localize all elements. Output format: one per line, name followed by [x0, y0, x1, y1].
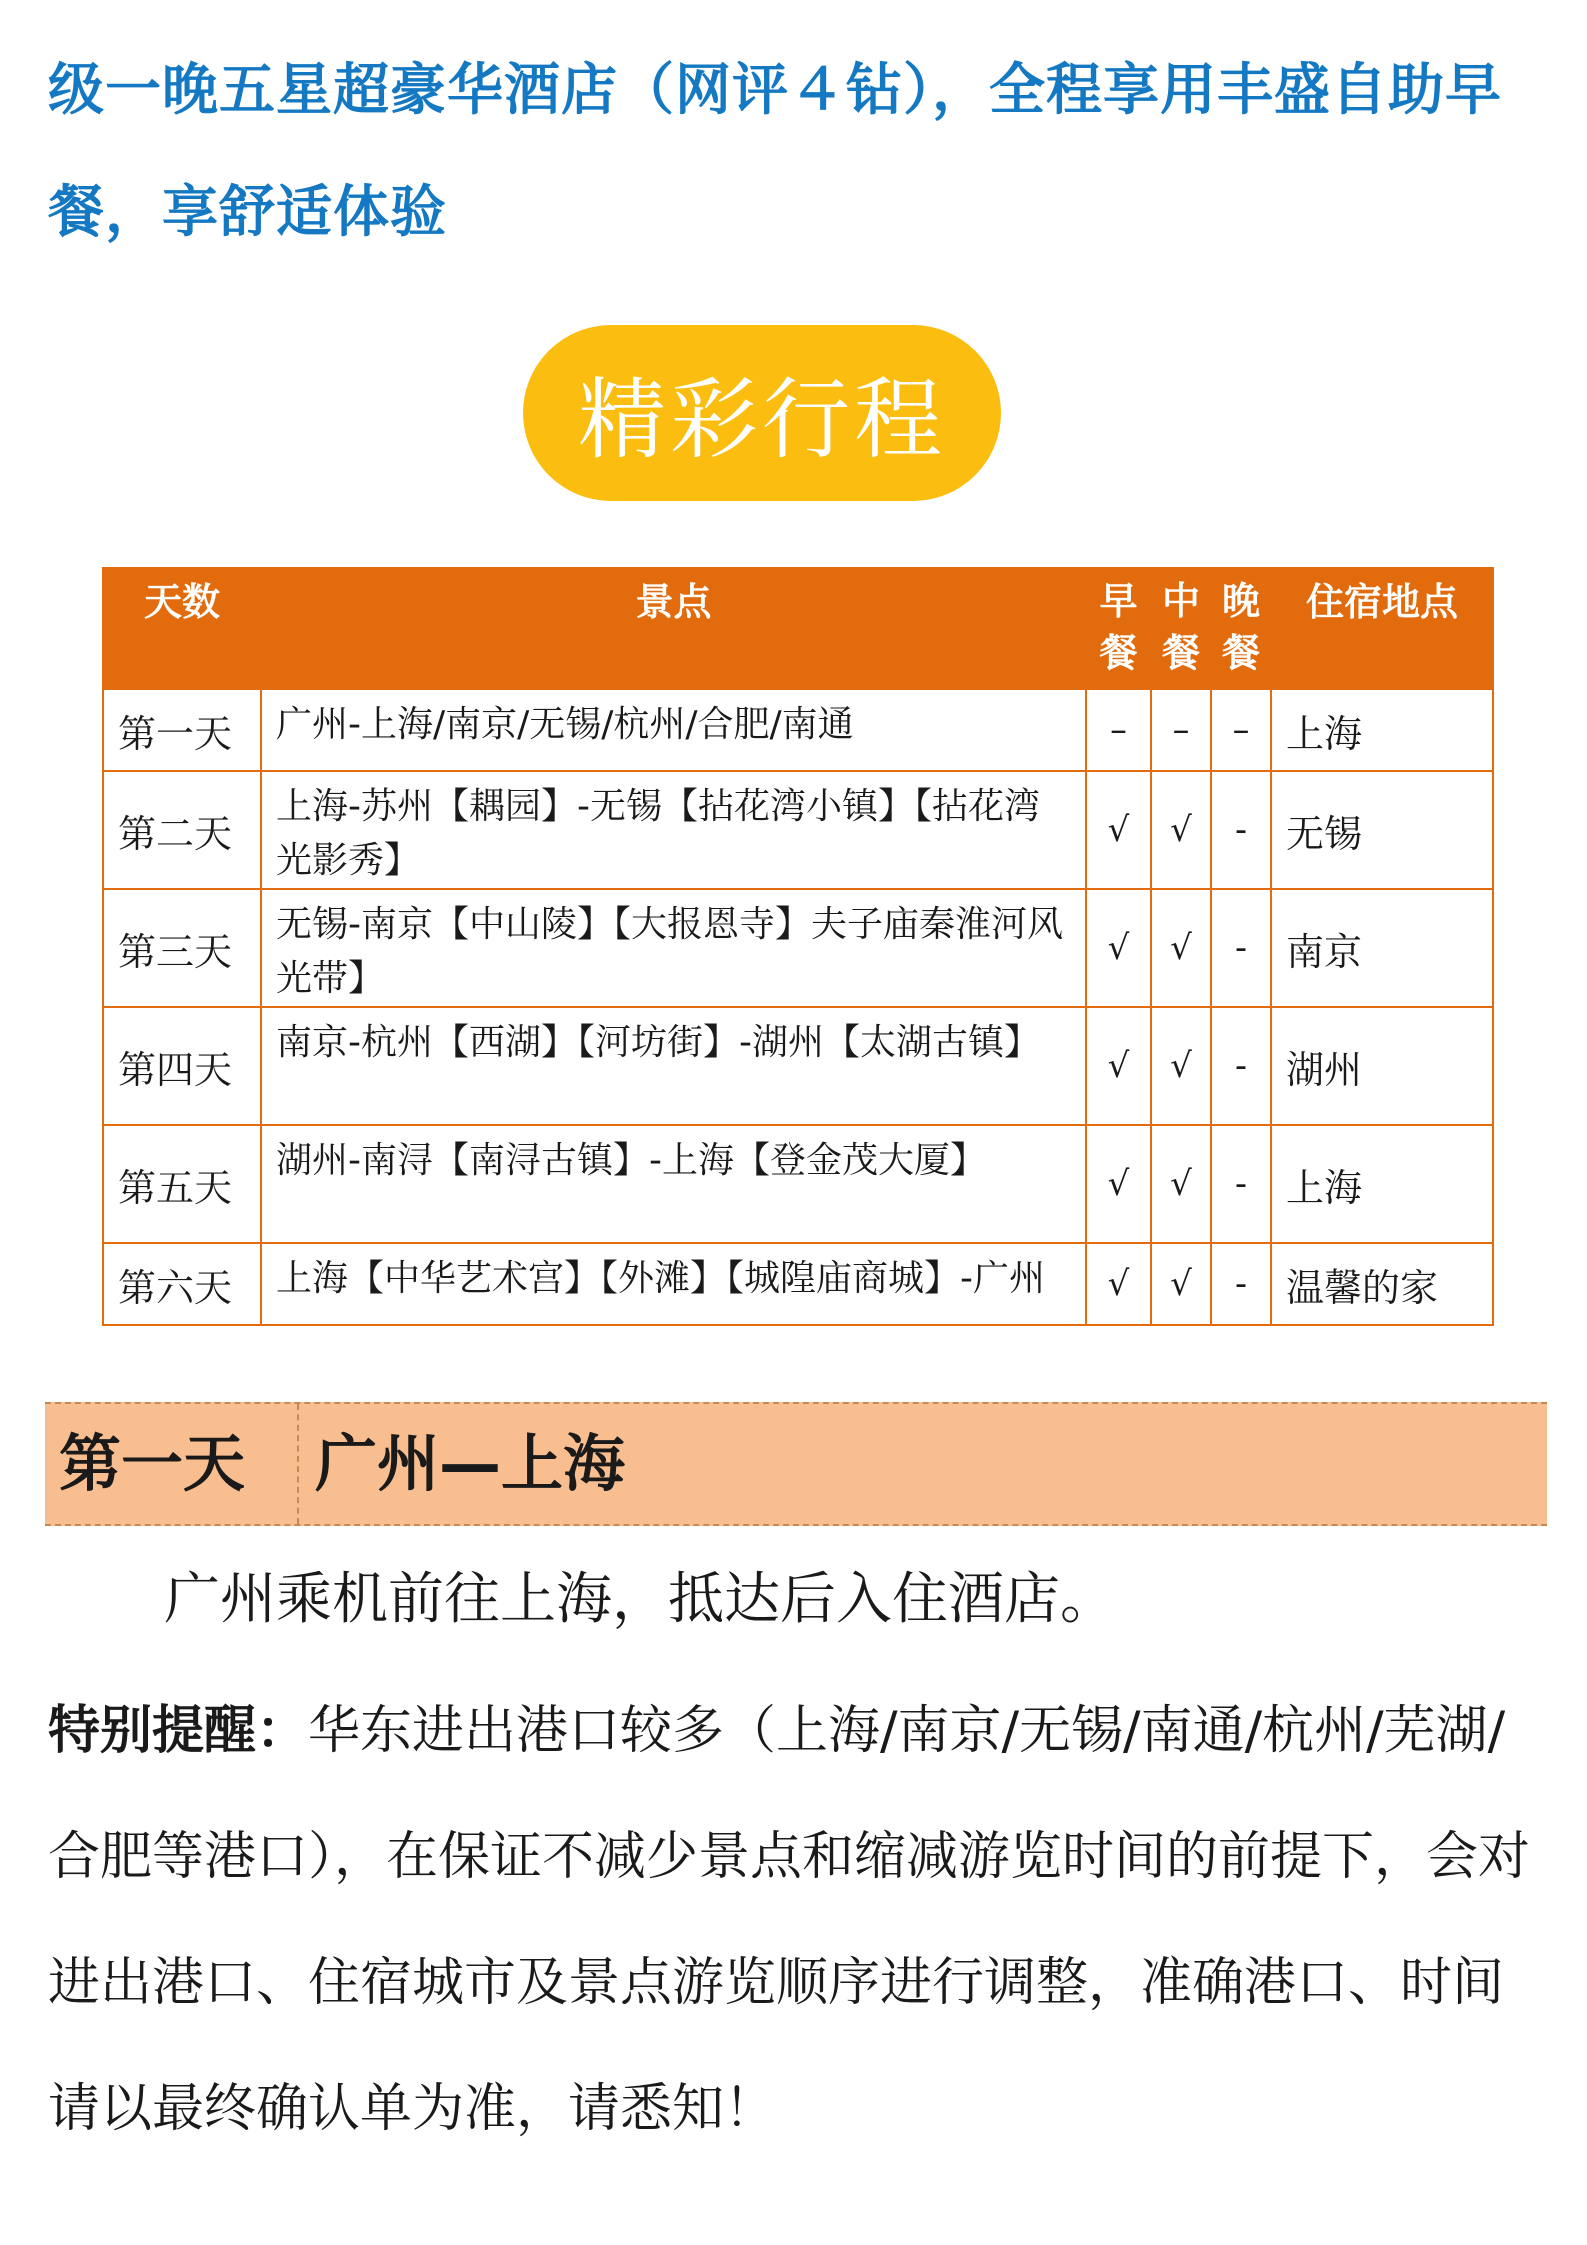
day1-header-bar	[45, 1402, 1547, 1526]
special-notice	[48, 1668, 1548, 2172]
row-lunch: √	[1151, 1125, 1211, 1243]
row-stay: 无锡	[1271, 771, 1493, 889]
header-spots: 景点	[261, 568, 1086, 689]
day1-divider	[297, 1404, 299, 1524]
intro-text: 级一晚五星超豪华酒店（网评４钻），全程享用丰盛自助早餐，享舒适体验	[48, 58, 1502, 245]
row-lunch: √	[1151, 1007, 1211, 1125]
header-breakfast-line1: 早	[1099, 579, 1138, 623]
row-stay: 上海	[1271, 1125, 1493, 1243]
section-title-pill	[523, 325, 1001, 501]
day1-number: 第一天	[59, 1427, 246, 1500]
table-row	[103, 689, 1493, 771]
header-breakfast-line2: 餐	[1099, 631, 1138, 675]
row-breakfast: √	[1086, 1243, 1151, 1325]
row-dinner: –	[1211, 689, 1271, 771]
itinerary-table	[102, 567, 1494, 1326]
row-stay: 上海	[1271, 689, 1493, 771]
row-day: 第五天	[103, 1125, 261, 1243]
row-day: 第一天	[103, 689, 261, 771]
row-breakfast: √	[1086, 889, 1151, 1007]
day1-route: 广州—上海	[315, 1427, 626, 1500]
header-lunch	[1151, 568, 1211, 689]
header-dinner	[1211, 568, 1271, 689]
row-breakfast: –	[1086, 689, 1151, 771]
table-row	[103, 1243, 1493, 1325]
row-stay: 南京	[1271, 889, 1493, 1007]
day1-description: 广州乘机前往上海，抵达后入住酒店。	[164, 1567, 1116, 1632]
row-spots: 上海【中华艺术宫】【外滩】【城隍庙商城】-广州	[261, 1243, 1086, 1325]
row-spots: 广州-上海/南京/无锡/杭州/合肥/南通	[261, 689, 1086, 771]
row-dinner: -	[1211, 1125, 1271, 1243]
row-day: 第四天	[103, 1007, 261, 1125]
row-stay: 湖州	[1271, 1007, 1493, 1125]
section-title: 精彩行程	[577, 368, 946, 471]
header-lunch-line1: 中	[1161, 579, 1200, 623]
row-dinner: -	[1211, 1007, 1271, 1125]
table-row	[103, 889, 1493, 1007]
row-breakfast: √	[1086, 1007, 1151, 1125]
row-lunch: √	[1151, 1243, 1211, 1325]
row-day: 第三天	[103, 889, 261, 1007]
row-lunch: √	[1151, 889, 1211, 1007]
row-spots: 无锡-南京【中山陵】【大报恩寺】夫子庙秦淮河风光带】	[261, 889, 1086, 1007]
row-spots: 南京-杭州【西湖】【河坊街】-湖州【太湖古镇】	[261, 1007, 1086, 1125]
notice-label: 特别提醒：	[48, 1701, 309, 1761]
table-header-row	[103, 568, 1493, 689]
row-day: 第二天	[103, 771, 261, 889]
table-row	[103, 771, 1493, 889]
row-breakfast: √	[1086, 771, 1151, 889]
row-spots: 上海-苏州【耦园】-无锡【拈花湾小镇】【拈花湾光影秀】	[261, 771, 1086, 889]
header-dinner-line1: 晚	[1221, 579, 1260, 623]
header-day: 天数	[103, 568, 261, 689]
row-dinner: -	[1211, 889, 1271, 1007]
header-dinner-line2: 餐	[1221, 631, 1260, 675]
header-breakfast	[1086, 568, 1151, 689]
header-lunch-line2: 餐	[1161, 631, 1200, 675]
row-breakfast: √	[1086, 1125, 1151, 1243]
table-row	[103, 1125, 1493, 1243]
row-stay: 温馨的家	[1271, 1243, 1493, 1325]
header-stay: 住宿地点	[1271, 568, 1493, 689]
notice-text: 华东进出港口较多（上海/南京/无锡/南通/杭州/芜湖/合肥等港口），在保证不减少景点和缩减游览时间的前提下，会对进出港口、住宿城市及景点游览顺序进行调整，准确港口、时间请以最终确认单为准，请悉知！	[48, 1701, 1531, 2139]
row-lunch: –	[1151, 689, 1211, 771]
row-spots: 湖州-南浔【南浔古镇】-上海【登金茂大厦】	[261, 1125, 1086, 1243]
table-row	[103, 1007, 1493, 1125]
row-dinner: -	[1211, 771, 1271, 889]
row-day: 第六天	[103, 1243, 261, 1325]
row-dinner: -	[1211, 1243, 1271, 1325]
row-lunch: √	[1151, 771, 1211, 889]
